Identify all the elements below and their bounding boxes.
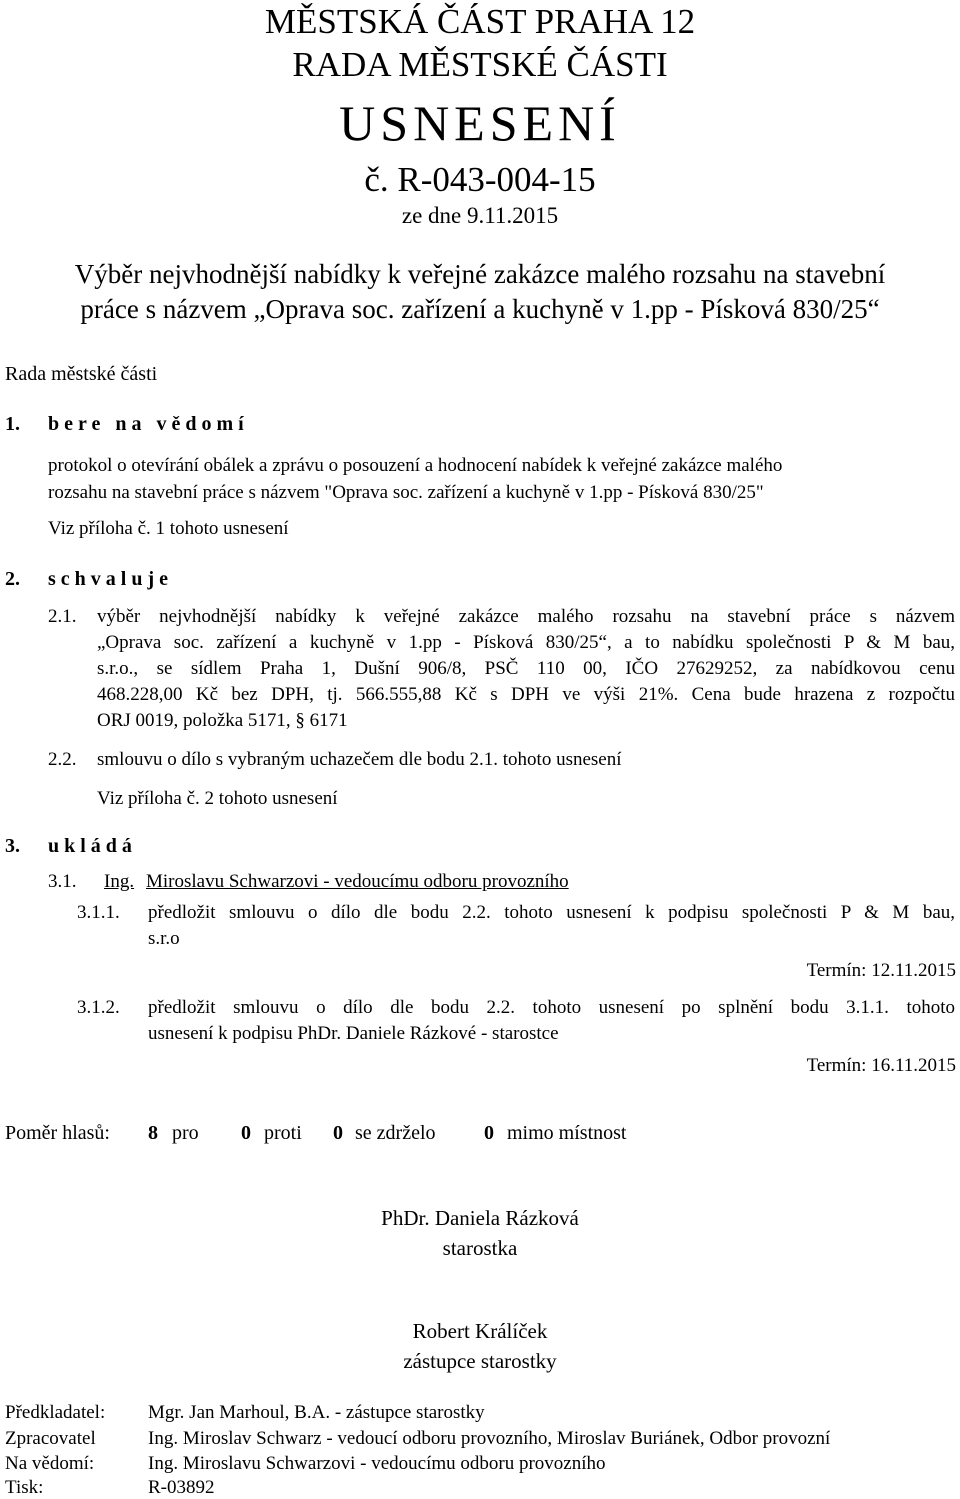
votes-label: Poměr hlasů: (5, 1122, 110, 1144)
notice-value: Ing. Miroslavu Schwarzovi - vedoucímu odboru provozního (148, 1453, 606, 1474)
deputy-role: zástupce starostky (403, 1349, 557, 1373)
section-1-attachment: Viz příloha č. 1 tohoto usnesení (48, 518, 289, 539)
section-1-text-line1: protokol o otevírání obálek a zprávu o posouzení a hodnocení nabídek k veřejné zakázce malého (48, 455, 783, 476)
section-1-heading: bere na vědomí (48, 413, 249, 435)
task-3-1-1-number: 3.1.1. (77, 902, 120, 923)
item-2-2-text: smlouvu o dílo s vybraným uchazečem dle bodu 2.1. tohoto usnesení (97, 749, 622, 770)
task-3-1-2-number: 3.1.2. (77, 997, 120, 1018)
notice-label: Na vědomí: (5, 1453, 95, 1474)
resolution-date: ze dne 9.11.2015 (401, 203, 559, 228)
task-3-1-1-deadline: Termín: 12.11.2015 (806, 960, 956, 981)
section-1-number: 1. (5, 413, 20, 435)
votes-against-label: proti (264, 1122, 302, 1144)
resolution-number: č. R-043-004-15 (364, 160, 596, 199)
mayor-name: PhDr. Daniela Rázková (381, 1206, 579, 1230)
item-2-1-line3: s.r.o., se sídlem Praha 1, Dušní 906/8, PSČ 110 00, IČO 27629252, za nabídkovou cenu (97, 658, 955, 679)
item-2-1-line2: „Oprava soc. zařízení a kuchyně v 1.pp - Písková 830/25“, a to nabídku společnosti P & M bau, (97, 632, 955, 653)
document-type: USNESENÍ (339, 95, 621, 151)
votes-against-count: 0 (241, 1122, 251, 1144)
item-2-1-line4: 468.228,00 Kč bez DPH, tj. 566.555,88 Kč s DPH ve výši 21%. Cena bude hrazena z rozpočtu (97, 684, 955, 705)
task-3-1-2-deadline: Termín: 16.11.2015 (806, 1055, 956, 1076)
council-label: Rada městské části (5, 363, 158, 385)
submitter-label: Předkladatel: (5, 1402, 106, 1423)
item-2-1-line5: ORJ 0019, položka 5171, § 6171 (97, 710, 348, 731)
votes-abstain-count: 0 (333, 1122, 343, 1144)
task-3-1-2-line2: usnesení k podpisu PhDr. Daniele Rázkové - starostce (148, 1023, 559, 1044)
votes-for-count: 8 (148, 1122, 158, 1144)
votes-absent-label: mimo místnost (507, 1122, 627, 1144)
deputy-name: Robert Králíček (412, 1319, 548, 1343)
assignee-name: Miroslavu Schwarzovi - vedoucímu odboru provozního (146, 871, 569, 892)
resolution-title-line1: Výběr nejvhodnější nabídky k veřejné zakázce malého rozsahu na stavební (74, 259, 886, 289)
processor-label: Zpracovatel (5, 1428, 96, 1449)
task-3-1-1-line1: předložit smlouvu o dílo dle bodu 2.2. tohoto usnesení k podpisu společnosti P & M bau, (148, 902, 955, 923)
processor-value: Ing. Miroslav Schwarz - vedoucí odboru provozního, Miroslav Buriánek, Odbor provozní (148, 1428, 831, 1449)
section-2-number: 2. (5, 568, 20, 590)
council-name: RADA MĚSTSKÉ ČÁSTI (292, 45, 668, 84)
resolution-title-line2: práce s názvem „Oprava soc. zařízení a kuchyně v 1.pp - Písková 830/25“ (80, 294, 880, 324)
section-1-text-line2: rozsahu na stavební práce s názvem "Oprava soc. zařízení a kuchyně v 1.pp - Písková 830/25" (48, 482, 764, 503)
item-2-1-line1: výběr nejvhodnější nabídky k veřejné zakázce malého rozsahu na stavební práce s názvem (97, 606, 955, 627)
item-2-1-number: 2.1. (48, 606, 77, 627)
print-label: Tisk: (5, 1477, 44, 1498)
item-2-2-number: 2.2. (48, 749, 77, 770)
task-3-1-2-line1: předložit smlouvu o dílo dle bodu 2.2. tohoto usnesení po splnění bodu 3.1.1. tohoto (148, 997, 955, 1018)
votes-abstain-label: se zdrželo (355, 1122, 436, 1144)
print-value: R-03892 (148, 1477, 215, 1498)
section-3-number: 3. (5, 835, 20, 857)
submitter-value: Mgr. Jan Marhoul, B.A. - zástupce starostky (148, 1402, 485, 1423)
assignee-title: Ing. (104, 871, 135, 892)
votes-for-label: pro (172, 1122, 199, 1144)
municipality-name: MĚSTSKÁ ČÁST PRAHA 12 (264, 2, 696, 41)
section-2-attachment: Viz příloha č. 2 tohoto usnesení (97, 788, 338, 809)
section-3-heading: ukládá (48, 835, 137, 857)
assignee-number: 3.1. (48, 871, 77, 892)
votes-absent-count: 0 (484, 1122, 494, 1144)
task-3-1-1-line2: s.r.o (148, 928, 180, 949)
mayor-role: starostka (442, 1236, 518, 1260)
section-2-heading: schvaluje (48, 568, 173, 590)
